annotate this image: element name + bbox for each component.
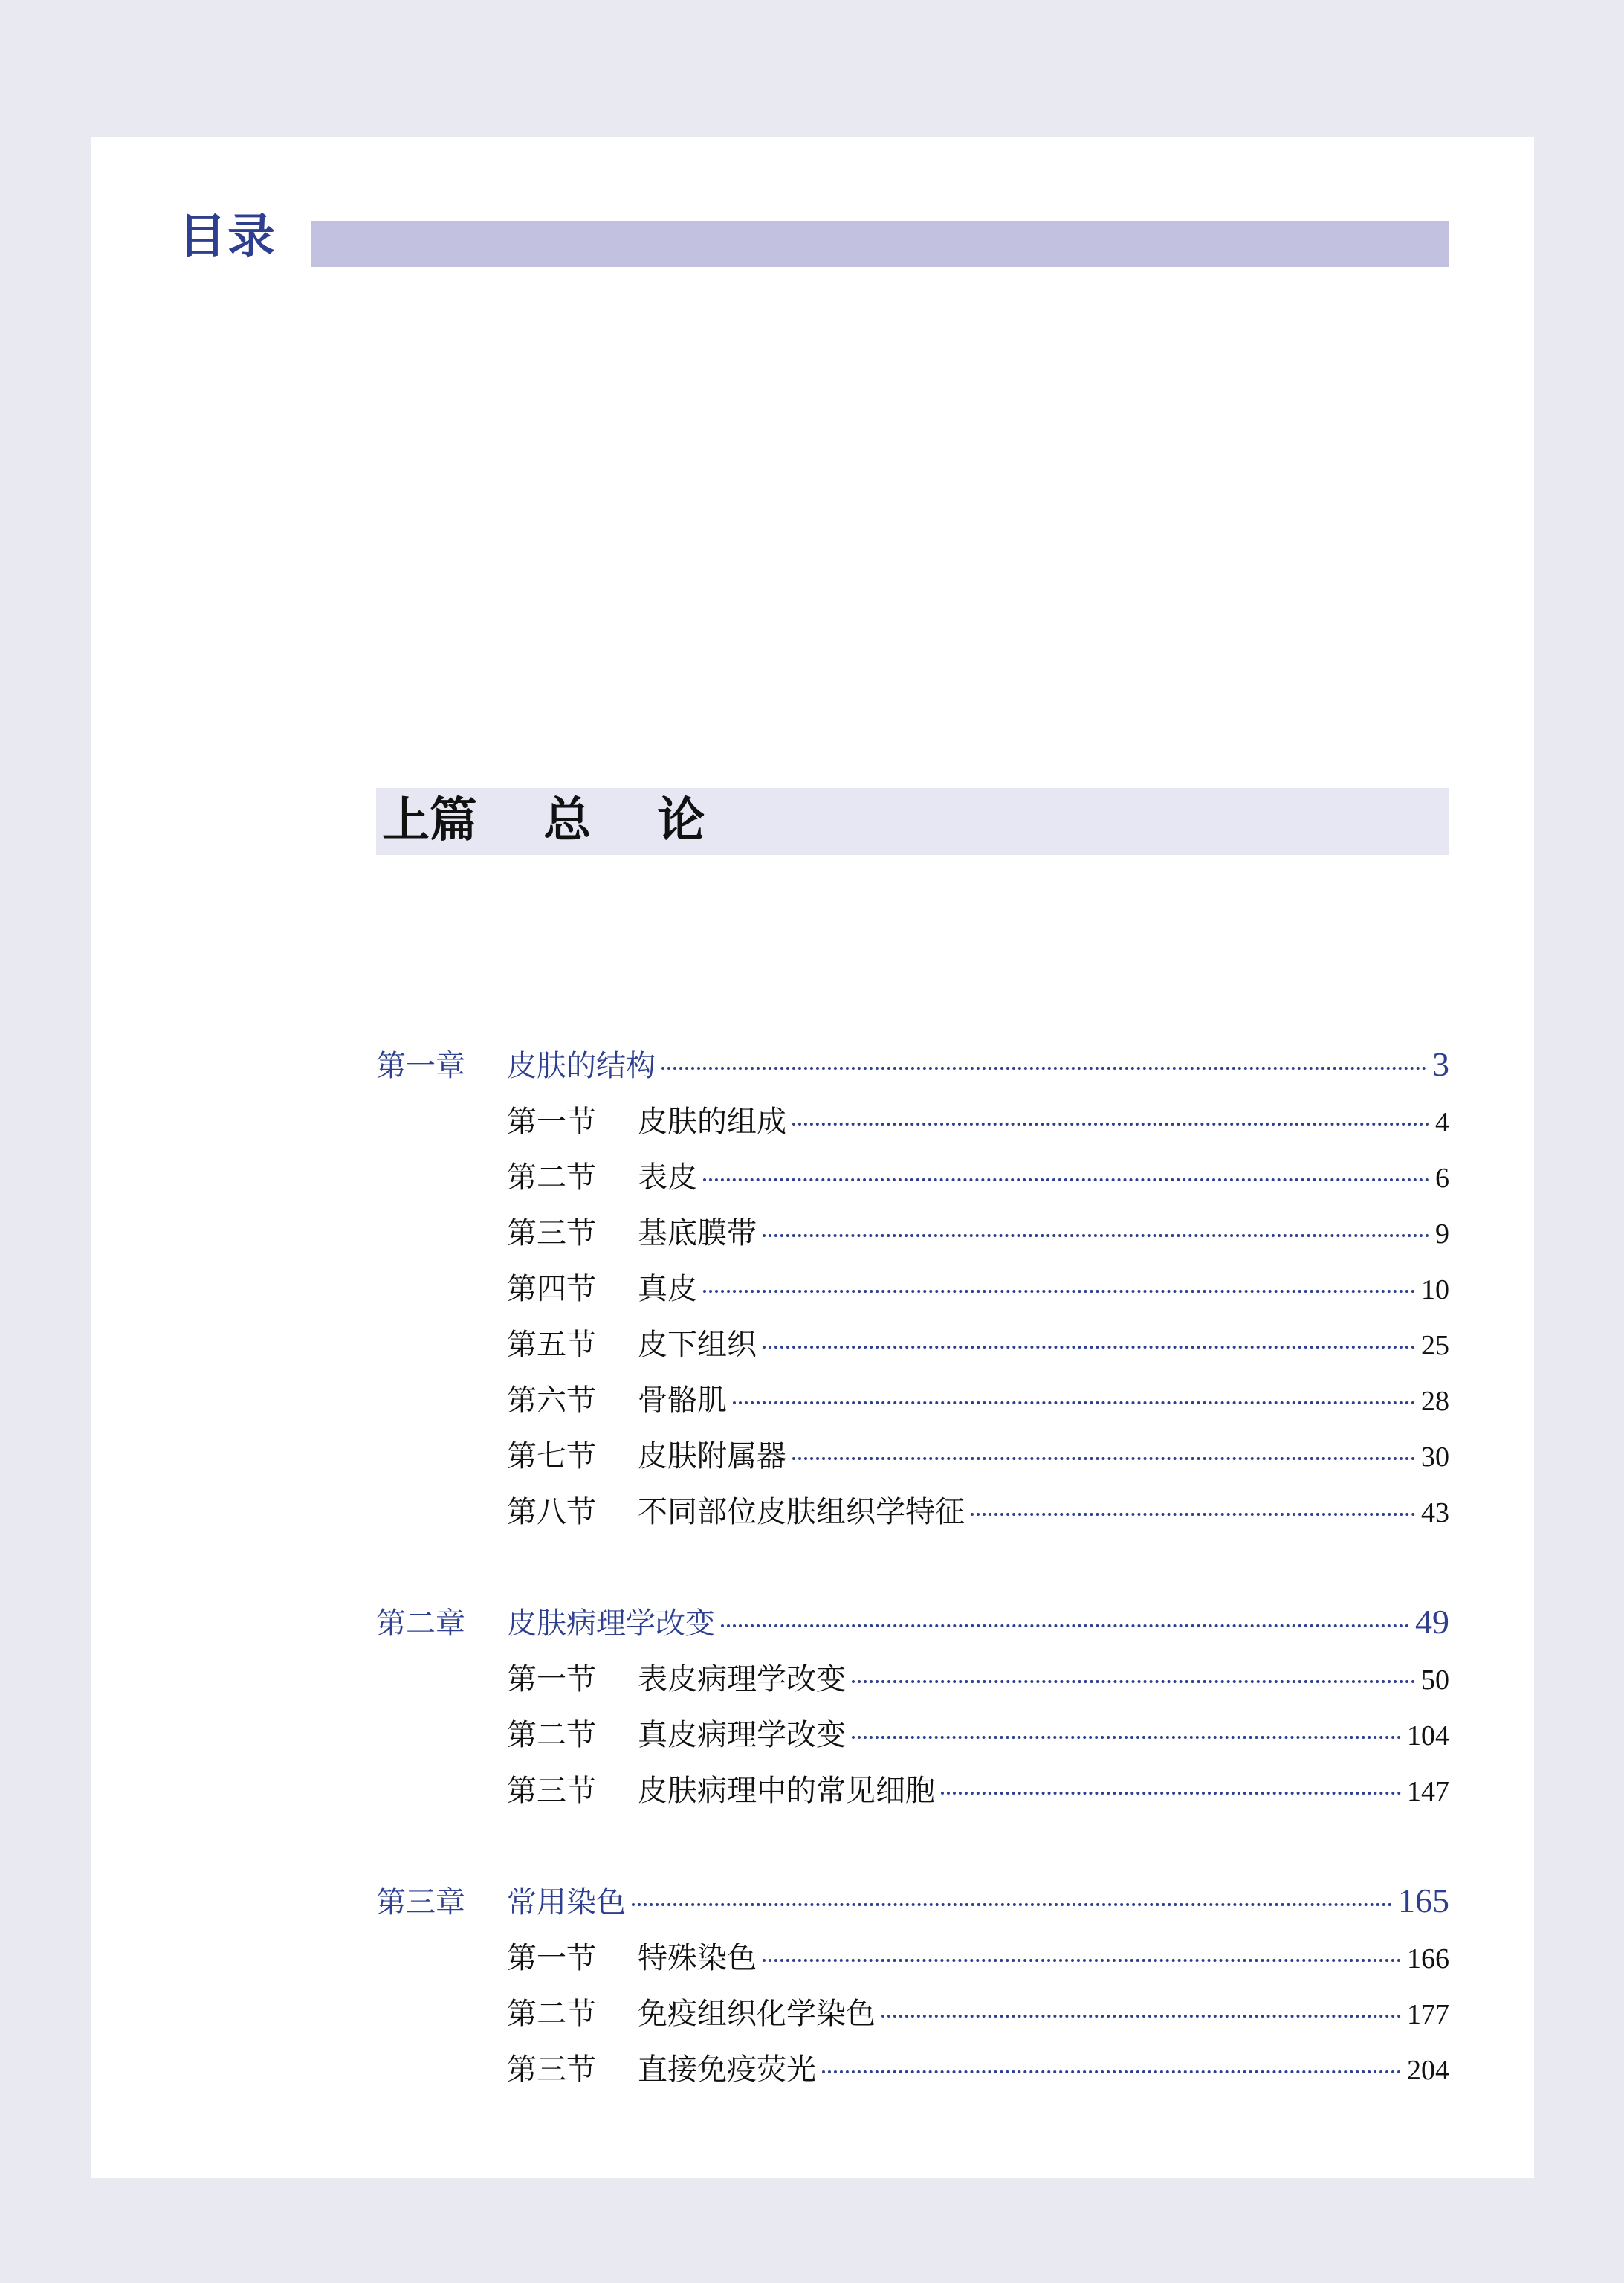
section-number: 第四节 bbox=[507, 1272, 596, 1306]
section-title: 免疫组织化学染色 bbox=[638, 1997, 876, 2031]
dot-leader bbox=[763, 1959, 1401, 1962]
dot-leader bbox=[941, 1792, 1401, 1795]
dot-leader bbox=[661, 1067, 1426, 1070]
toc-chapter[interactable] bbox=[376, 1600, 1449, 1642]
toc-section[interactable] bbox=[376, 1377, 1449, 1419]
section-title: 特殊染色 bbox=[638, 1941, 757, 1975]
dot-leader bbox=[733, 1401, 1415, 1404]
dot-leader bbox=[763, 1346, 1415, 1349]
chapter-title: 皮肤病理学改变 bbox=[507, 1607, 715, 1641]
toc-section[interactable] bbox=[376, 1934, 1449, 1977]
section-page-number: 43 bbox=[1421, 1497, 1449, 1528]
section-page-number: 177 bbox=[1407, 1999, 1449, 2030]
chapter-number: 第三章 bbox=[376, 1885, 465, 1919]
dot-leader bbox=[703, 1290, 1415, 1293]
section-page-number: 9 bbox=[1435, 1218, 1449, 1250]
section-page-number: 30 bbox=[1421, 1441, 1449, 1473]
section-title: 真皮 bbox=[638, 1272, 697, 1306]
dot-leader bbox=[703, 1178, 1429, 1181]
section-number: 第一节 bbox=[507, 1941, 596, 1975]
section-page-number: 166 bbox=[1407, 1943, 1449, 1974]
toc-section[interactable] bbox=[376, 1154, 1449, 1196]
toc-section[interactable] bbox=[376, 1265, 1449, 1308]
section-number: 第一节 bbox=[507, 1662, 596, 1696]
dot-leader bbox=[632, 1903, 1392, 1906]
toc-section[interactable] bbox=[376, 2046, 1449, 2088]
dot-leader bbox=[852, 1736, 1401, 1739]
part-header bbox=[376, 788, 1449, 855]
chapter-page-number: 165 bbox=[1398, 1882, 1449, 1919]
section-page-number: 147 bbox=[1407, 1776, 1449, 1807]
section-title: 基底膜带 bbox=[638, 1216, 757, 1250]
toc-section[interactable] bbox=[376, 1321, 1449, 1363]
part-title: 上篇 总 论 bbox=[382, 792, 705, 848]
chapter-page-number: 49 bbox=[1415, 1603, 1449, 1641]
section-title: 皮肤病理中的常见细胞 bbox=[638, 1774, 935, 1808]
chapter-title: 常用染色 bbox=[507, 1885, 626, 1919]
toc-section[interactable] bbox=[376, 1711, 1449, 1754]
toc-section[interactable] bbox=[376, 1098, 1449, 1140]
chapter-number: 第一章 bbox=[376, 1049, 465, 1083]
section-page-number: 4 bbox=[1435, 1107, 1449, 1138]
section-title: 皮肤附属器 bbox=[638, 1439, 786, 1473]
toc-section[interactable] bbox=[376, 1433, 1449, 1475]
section-number: 第六节 bbox=[507, 1383, 596, 1418]
toc-title: 目录 bbox=[178, 209, 276, 265]
toc-section[interactable] bbox=[376, 1210, 1449, 1252]
chapter-page-number: 3 bbox=[1432, 1045, 1449, 1083]
section-page-number: 204 bbox=[1407, 2055, 1449, 2086]
toc-section[interactable] bbox=[376, 1990, 1449, 2032]
chapter-number: 第二章 bbox=[376, 1607, 465, 1641]
section-number: 第二节 bbox=[507, 1718, 596, 1752]
dot-leader bbox=[763, 1234, 1429, 1237]
section-number: 第二节 bbox=[507, 1997, 596, 2031]
section-number: 第七节 bbox=[507, 1439, 596, 1473]
section-title: 真皮病理学改变 bbox=[638, 1718, 846, 1752]
section-title: 表皮 bbox=[638, 1160, 697, 1195]
section-title: 直接免疫荧光 bbox=[638, 2053, 816, 2087]
section-number: 第二节 bbox=[507, 1160, 596, 1195]
toc-chapter[interactable] bbox=[376, 1879, 1449, 1921]
dot-leader bbox=[822, 2070, 1401, 2073]
section-page-number: 6 bbox=[1435, 1163, 1449, 1194]
dot-leader bbox=[881, 2015, 1401, 2018]
section-title: 皮肤的组成 bbox=[638, 1105, 786, 1139]
toc-section[interactable] bbox=[376, 1656, 1449, 1698]
section-title: 皮下组织 bbox=[638, 1328, 757, 1362]
section-number: 第三节 bbox=[507, 2053, 596, 2087]
section-page-number: 28 bbox=[1421, 1386, 1449, 1417]
title-decor-bar bbox=[311, 221, 1449, 267]
section-page-number: 10 bbox=[1421, 1274, 1449, 1305]
dot-leader bbox=[852, 1680, 1415, 1683]
section-title: 不同部位皮肤组织学特征 bbox=[638, 1495, 965, 1529]
dot-leader bbox=[792, 1457, 1415, 1460]
section-number: 第八节 bbox=[507, 1495, 596, 1529]
toc-section[interactable] bbox=[376, 1488, 1449, 1531]
dot-leader bbox=[971, 1513, 1415, 1516]
document-page bbox=[91, 137, 1534, 2178]
section-number: 第一节 bbox=[507, 1105, 596, 1139]
chapter-title: 皮肤的结构 bbox=[507, 1049, 656, 1083]
section-title: 表皮病理学改变 bbox=[638, 1662, 846, 1696]
toc-chapter[interactable] bbox=[376, 1042, 1449, 1085]
section-page-number: 25 bbox=[1421, 1330, 1449, 1361]
section-page-number: 104 bbox=[1407, 1720, 1449, 1751]
dot-leader bbox=[792, 1123, 1429, 1126]
section-number: 第三节 bbox=[507, 1216, 596, 1250]
section-number: 第五节 bbox=[507, 1328, 596, 1362]
section-page-number: 50 bbox=[1421, 1664, 1449, 1696]
section-title: 骨骼肌 bbox=[638, 1383, 727, 1418]
dot-leader bbox=[721, 1624, 1409, 1627]
toc-section[interactable] bbox=[376, 1767, 1449, 1809]
section-number: 第三节 bbox=[507, 1774, 596, 1808]
